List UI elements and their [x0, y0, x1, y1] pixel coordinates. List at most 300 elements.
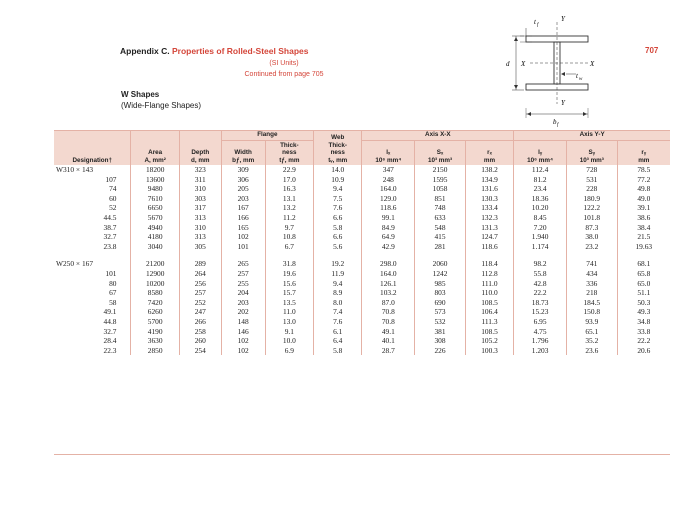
value-cell: 8.45: [514, 213, 567, 223]
d-label: d: [506, 60, 510, 68]
col-ry: [617, 140, 670, 165]
value-cell: 49.8: [637, 184, 651, 194]
shape-weight: 143: [81, 165, 94, 174]
value-cell: 257: [179, 288, 221, 298]
designation-cell: 74: [54, 184, 131, 194]
value-cell: 13.1: [265, 194, 313, 204]
value-cell: 31.8: [265, 259, 313, 269]
value-cell: 7610: [131, 194, 179, 204]
value-cell: 101: [221, 242, 265, 252]
designation-cell: 28.4: [54, 336, 131, 346]
value-cell: 9.4: [314, 279, 362, 289]
table-row: [54, 298, 670, 308]
value-cell: 5.8: [314, 223, 362, 233]
section-title: W Shapes: [121, 90, 160, 99]
value-cell: 573: [415, 307, 466, 317]
value-cell: 133.4: [465, 203, 513, 213]
value-cell: 40.1: [362, 336, 415, 346]
col-web-line3: ness: [330, 149, 345, 156]
col-ix-line2: 10⁶ mm⁴: [375, 156, 402, 164]
value-cell: 633: [415, 213, 466, 223]
value-cell: 323: [179, 165, 221, 175]
table-row: [54, 317, 670, 327]
value-cell: 38.4: [637, 222, 651, 232]
units-note: (SI Units): [269, 60, 299, 67]
value-cell: 55.8: [514, 269, 567, 279]
designation-cell: 60: [54, 194, 131, 204]
value-cell: 131.6: [465, 184, 513, 194]
value-cell: 34.8: [637, 316, 651, 326]
value-cell: 205: [221, 184, 265, 194]
value-cell: 10.20: [514, 203, 567, 213]
value-cell: 23.2: [567, 242, 618, 252]
value-cell: 49.1: [362, 327, 415, 337]
col-ry-line2: mm: [638, 156, 650, 164]
value-cell: 134.9: [465, 175, 513, 185]
value-cell: 12900: [131, 269, 179, 279]
value-cell: 19.63: [635, 241, 653, 251]
value-cell: 18200: [131, 165, 179, 175]
designation-cell: 44.5: [54, 213, 131, 223]
spacer-cell: [179, 251, 221, 259]
value-cell: 13600: [131, 175, 179, 185]
col-rx: [465, 140, 513, 165]
value-cell: 110.0: [465, 288, 513, 298]
spacer-cell: [54, 251, 131, 259]
value-cell: 65.1: [567, 327, 618, 337]
value-cell: 167: [221, 203, 265, 213]
value-cell: 3040: [131, 242, 179, 252]
shape-prefix: W310 ×: [56, 165, 81, 174]
col-designation: Designation†: [54, 130, 131, 165]
value-cell: 5.6: [314, 242, 362, 252]
value-cell: 122.2: [567, 203, 618, 213]
page-number: 707: [645, 46, 659, 55]
value-cell: 64.9: [362, 232, 415, 242]
col-depth-line1: Depth: [191, 149, 210, 156]
value-cell: 17.0: [265, 175, 313, 185]
table-row: [54, 346, 670, 356]
value-cell: 102: [221, 232, 265, 242]
value-cell: 308: [415, 336, 466, 346]
value-cell: 49.3: [637, 307, 651, 317]
value-cell: 6.1: [314, 327, 362, 337]
value-cell: 310: [179, 223, 221, 233]
spacer-cell: [131, 251, 179, 259]
table-row: [54, 336, 670, 346]
designation-cell: 38.7: [54, 223, 131, 233]
value-cell: 1.940: [514, 232, 567, 242]
table-row: [54, 165, 670, 175]
value-cell: 532: [415, 317, 466, 327]
value-cell: 4.75: [514, 327, 567, 337]
bf-label: b: [553, 118, 557, 126]
tf-sub-label: f: [537, 23, 539, 28]
value-cell: 6650: [131, 203, 179, 213]
value-cell: 203: [221, 194, 265, 204]
value-cell: 28.7: [362, 346, 415, 356]
col-sy-line1: Sᵧ: [588, 149, 596, 156]
table-row: [54, 232, 670, 242]
value-cell: 9.1: [265, 327, 313, 337]
value-cell: 1058: [415, 184, 466, 194]
y-bottom-label: Y: [561, 99, 565, 107]
value-cell: 289: [179, 259, 221, 269]
value-cell: 112.8: [465, 269, 513, 279]
value-cell: 10200: [131, 279, 179, 289]
table-row: [54, 213, 670, 223]
table-row: [54, 184, 670, 194]
designation-cell: [54, 165, 131, 175]
value-cell: 336: [567, 279, 618, 289]
designation-cell: 101: [54, 269, 131, 279]
table-row: [54, 242, 670, 252]
value-cell: 126.1: [362, 279, 415, 289]
value-cell: 6.6: [314, 232, 362, 242]
table-row: [54, 307, 670, 317]
value-cell: 118.6: [362, 203, 415, 213]
value-cell: 129.0: [362, 194, 415, 204]
value-cell: 228: [567, 184, 618, 194]
value-cell: 256: [179, 279, 221, 289]
designation-cell: 22.3: [54, 346, 131, 356]
col-axis-xx: Axis X-X: [362, 130, 514, 140]
value-cell: 22.9: [265, 165, 313, 175]
value-cell: 311: [179, 175, 221, 185]
table-row: [54, 203, 670, 213]
value-cell: 7.6: [314, 317, 362, 327]
value-cell: 14.0: [314, 165, 362, 175]
value-cell: 15.6: [265, 279, 313, 289]
designation-cell: 23.8: [54, 242, 131, 252]
value-cell: 15.7: [265, 288, 313, 298]
value-cell: 9.7: [265, 223, 313, 233]
designation-cell: 32.7: [54, 232, 131, 242]
value-cell: 102: [221, 336, 265, 346]
value-cell: 728: [567, 165, 618, 175]
value-cell: 38.0: [567, 232, 618, 242]
value-cell: 305: [179, 242, 221, 252]
value-cell: 87.0: [362, 298, 415, 308]
section-subtitle: (Wide-Flange Shapes): [121, 101, 202, 110]
value-cell: 35.2: [567, 336, 618, 346]
col-sx: [415, 140, 466, 165]
value-cell: 23.4: [514, 184, 567, 194]
value-cell: 226: [415, 346, 466, 356]
value-cell: 164.0: [362, 184, 415, 194]
value-cell: 748: [415, 203, 466, 213]
value-cell: 13.2: [265, 203, 313, 213]
value-cell: 7.5: [314, 194, 362, 204]
value-cell: 106.4: [465, 307, 513, 317]
value-cell: 11.2: [265, 213, 313, 223]
designation-cell: 107: [54, 175, 131, 185]
value-cell: 70.8: [362, 307, 415, 317]
header-row-group: [54, 130, 670, 140]
value-cell: 42.9: [362, 242, 415, 252]
value-cell: 303: [179, 194, 221, 204]
value-cell: 132.3: [465, 213, 513, 223]
table-body: [54, 165, 670, 355]
value-cell: 7.20: [514, 223, 567, 233]
value-cell: 7420: [131, 298, 179, 308]
x-right-label: X: [590, 60, 595, 68]
value-cell: 531: [567, 175, 618, 185]
value-cell: 21.5: [637, 232, 651, 242]
value-cell: 6260: [131, 307, 179, 317]
col-axis-yy: Axis Y-Y: [514, 130, 670, 140]
value-cell: 51.1: [637, 288, 651, 298]
value-cell: 8.9: [314, 288, 362, 298]
value-cell: 6.9: [265, 346, 313, 356]
table-row: [54, 259, 670, 269]
appendix-title: Properties of Rolled-Steel Shapes: [171, 46, 309, 56]
table-row: [54, 223, 670, 233]
value-cell: 247: [179, 307, 221, 317]
value-cell: 87.3: [567, 223, 618, 233]
value-cell: 18.36: [514, 194, 567, 204]
spacer-cell: [314, 251, 362, 259]
value-cell: 10.0: [265, 336, 313, 346]
value-cell: 13.0: [265, 317, 313, 327]
value-cell: 548: [415, 223, 466, 233]
col-ix: [362, 140, 415, 165]
value-cell: 39.1: [637, 203, 651, 213]
spacer-cell: [265, 251, 313, 259]
appendix-heading: [120, 46, 308, 56]
value-cell: 146: [221, 327, 265, 337]
col-thickness-line2: ness: [282, 149, 297, 156]
value-cell: 257: [221, 269, 265, 279]
value-cell: 2150: [415, 165, 466, 175]
value-cell: 985: [415, 279, 466, 289]
value-cell: 204: [221, 288, 265, 298]
col-iy: [514, 140, 567, 165]
col-web-line4: tᵥ, mm: [328, 156, 348, 164]
value-cell: 112.4: [514, 165, 567, 175]
shape-prefix: W250 ×: [56, 259, 81, 269]
value-cell: 298.0: [362, 259, 415, 269]
value-cell: 16.3: [265, 184, 313, 194]
col-depth: [179, 130, 221, 165]
value-cell: 851: [415, 194, 466, 204]
value-cell: 313: [179, 213, 221, 223]
designation-cell: 80: [54, 279, 131, 289]
value-cell: 10.9: [314, 175, 362, 185]
col-iy-line2: 10⁶ mm⁴: [527, 156, 554, 164]
value-cell: 100.3: [465, 346, 513, 356]
value-cell: 11.0: [265, 307, 313, 317]
w-shape-cross-section-diagram: [504, 10, 624, 128]
col-sx-line2: 10³ mm³: [427, 156, 453, 164]
value-cell: 9.4: [314, 184, 362, 194]
value-cell: 203: [221, 298, 265, 308]
value-cell: 108.5: [465, 327, 513, 337]
value-cell: 415: [415, 232, 466, 242]
value-cell: 93.9: [567, 317, 618, 327]
col-width-line2: bƒ, mm: [232, 156, 255, 164]
designation-cell: [54, 259, 131, 269]
col-thickness: [265, 140, 313, 165]
designation-cell: 58: [54, 298, 131, 308]
col-sy-line2: 10³ mm³: [579, 156, 604, 164]
spacer-cell: [415, 251, 466, 259]
value-cell: 111.3: [465, 317, 513, 327]
table-row: [54, 269, 670, 279]
value-cell: 5.8: [314, 346, 362, 356]
shape-weight: 167: [81, 259, 94, 269]
value-cell: 65.8: [637, 268, 651, 278]
col-web: [314, 130, 362, 165]
designation-cell: 32.7: [54, 327, 131, 337]
value-cell: 23.6: [567, 346, 618, 356]
col-web-line1: Web: [331, 134, 345, 141]
spacer-cell: [617, 251, 670, 259]
col-depth-line2: d, mm: [190, 156, 210, 164]
designation-cell: 67: [54, 288, 131, 298]
value-cell: 218: [567, 288, 618, 298]
tf-label: t: [534, 18, 536, 26]
value-cell: 3630: [131, 336, 179, 346]
spacer-cell: [465, 251, 513, 259]
value-cell: 281: [415, 242, 466, 252]
value-cell: 98.2: [514, 259, 567, 269]
value-cell: 103.2: [362, 288, 415, 298]
col-area-line1: Area: [148, 149, 163, 156]
designation-cell: 52: [54, 203, 131, 213]
value-cell: 65.0: [637, 278, 651, 288]
value-cell: 347: [362, 165, 415, 175]
value-cell: 741: [567, 259, 618, 269]
value-cell: 317: [179, 203, 221, 213]
value-cell: 6.4: [314, 336, 362, 346]
value-cell: 434: [567, 269, 618, 279]
value-cell: 165: [221, 223, 265, 233]
value-cell: 381: [415, 327, 466, 337]
tw-label: t: [576, 72, 578, 80]
value-cell: 22.2: [637, 336, 651, 346]
value-cell: 202: [221, 307, 265, 317]
value-cell: 690: [415, 298, 466, 308]
value-cell: 7.6: [314, 203, 362, 213]
value-cell: 4940: [131, 223, 179, 233]
table-row: [54, 327, 670, 337]
col-rx-line1: rₓ: [487, 149, 492, 156]
value-cell: 70.8: [362, 317, 415, 327]
value-cell: 42.8: [514, 279, 567, 289]
value-cell: 21200: [131, 259, 179, 269]
value-cell: 50.3: [637, 297, 651, 307]
value-cell: 19.6: [265, 269, 313, 279]
value-cell: 108.5: [465, 298, 513, 308]
value-cell: 248: [362, 175, 415, 185]
value-cell: 5670: [131, 213, 179, 223]
y-top-label: Y: [561, 15, 565, 23]
value-cell: 309: [221, 165, 265, 175]
value-cell: 101.8: [567, 213, 618, 223]
value-cell: 84.9: [362, 223, 415, 233]
value-cell: 166: [221, 213, 265, 223]
value-cell: 1.796: [514, 336, 567, 346]
value-cell: 1595: [415, 175, 466, 185]
col-rx-line2: mm: [483, 156, 496, 164]
col-iy-line1: Iᵧ: [538, 149, 543, 156]
value-cell: 2060: [415, 259, 466, 269]
value-cell: 15.23: [514, 307, 567, 317]
value-cell: 803: [415, 288, 466, 298]
value-cell: 131.3: [465, 223, 513, 233]
value-cell: 9480: [131, 184, 179, 194]
spacer-cell: [567, 251, 618, 259]
appendix-label: Appendix C.: [120, 46, 170, 56]
value-cell: 81.2: [514, 175, 567, 185]
col-flange-group: Flange: [221, 130, 313, 140]
table-row: [54, 288, 670, 298]
value-cell: 78.5: [637, 165, 651, 174]
col-area: [131, 130, 179, 165]
value-cell: 1.203: [514, 346, 567, 356]
value-cell: 1.174: [514, 242, 567, 252]
value-cell: 252: [179, 298, 221, 308]
bf-sub-label: f: [557, 123, 559, 128]
col-width-line1: Width: [234, 149, 252, 156]
value-cell: 255: [221, 279, 265, 289]
spacer-cell: [362, 251, 415, 259]
w-shapes-properties-table: [54, 130, 670, 355]
value-cell: 260: [179, 336, 221, 346]
value-cell: 254: [179, 346, 221, 356]
value-cell: 150.8: [567, 307, 618, 317]
value-cell: 118.6: [465, 242, 513, 252]
spacer-cell: [221, 251, 265, 259]
value-cell: 68.1: [637, 259, 651, 269]
value-cell: 8.0: [314, 298, 362, 308]
value-cell: 306: [221, 175, 265, 185]
value-cell: 99.1: [362, 213, 415, 223]
value-cell: 38.6: [637, 212, 651, 222]
value-cell: 10.8: [265, 232, 313, 242]
col-area-line2: A, mm²: [144, 156, 166, 164]
value-cell: 20.6: [637, 345, 651, 355]
value-cell: 4180: [131, 232, 179, 242]
value-cell: 313: [179, 232, 221, 242]
value-cell: 49.0: [637, 193, 651, 203]
value-cell: 111.0: [465, 279, 513, 289]
value-cell: 264: [179, 269, 221, 279]
value-cell: 8580: [131, 288, 179, 298]
value-cell: 118.4: [465, 259, 513, 269]
value-cell: 77.2: [637, 174, 651, 184]
col-sy: [567, 140, 618, 165]
value-cell: 6.6: [314, 213, 362, 223]
value-cell: 33.8: [637, 326, 651, 336]
value-cell: 1242: [415, 269, 466, 279]
value-cell: 184.5: [567, 298, 618, 308]
table-row: [54, 279, 670, 289]
col-thickness-line3: tƒ, mm: [279, 156, 300, 164]
value-cell: 22.2: [514, 288, 567, 298]
value-cell: 310: [179, 184, 221, 194]
value-cell: 105.2: [465, 336, 513, 346]
value-cell: 2850: [131, 346, 179, 356]
col-thickness-line1: Thick-: [280, 141, 299, 149]
value-cell: 130.3: [465, 194, 513, 204]
col-width: [221, 140, 265, 165]
value-cell: 18.73: [514, 298, 567, 308]
value-cell: 258: [179, 327, 221, 337]
value-cell: 265: [221, 259, 265, 269]
col-ry-line1: rᵧ: [641, 149, 647, 156]
